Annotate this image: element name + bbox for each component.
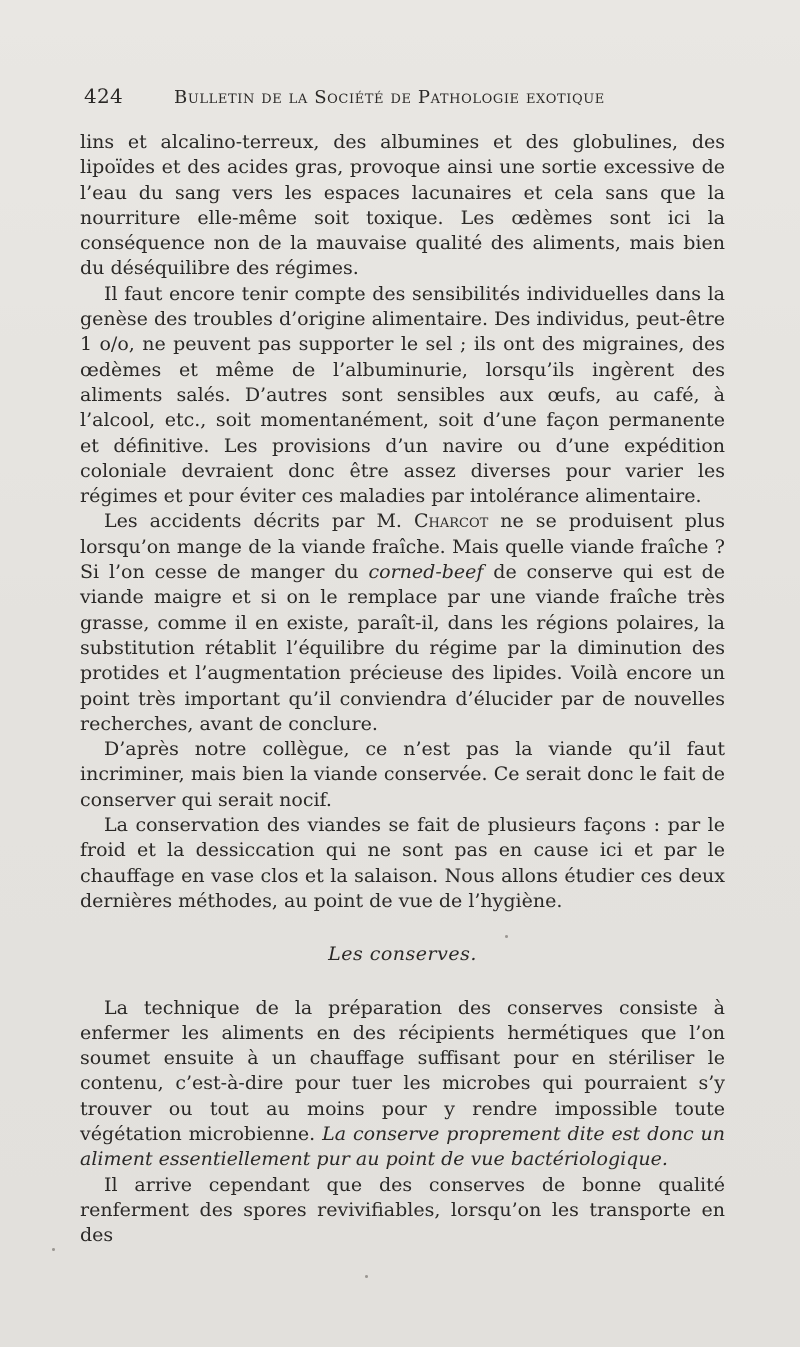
paragraph-6-italic: La conserve proprement dite est donc un aliment essentiellement pur au point de vue bactériologique.	[80, 1122, 725, 1171]
section-title: Les conserves.	[328, 943, 477, 966]
page-number: 424	[84, 84, 124, 108]
paragraph-3-text-c: de conserve qui est de viande maigre et si on le remplace par une viande fraîche très grasse, comme il en existe, paraît-il, dans les régions polaires, la substitution rétablit l’équilibre du régime par la diminution des protides et l’augmentation précieuse des lipides. Voilà encore un point très important qu’il conviendra d’élucider par de nouvelles recherches, avant de conclure.	[80, 561, 725, 735]
paragraph-7: Il arrive cependant que des conserves de bonne qualité renferment des spores revivifiables, lorsqu’on les transporte en des	[80, 1173, 725, 1247]
page-header	[84, 84, 724, 114]
running-head: Bulletin de la Société de Pathologie exotique	[174, 87, 605, 108]
paragraph-4: D’après notre collègue, ce n’est pas la viande qu’il faut incriminer, mais bien la viande conservée. Ce serait donc le fait de conserver qui serait nocif.	[80, 738, 725, 811]
paper-speck	[505, 935, 508, 938]
paper-speck	[365, 1275, 368, 1278]
body-text	[80, 130, 725, 1248]
paper-speck	[52, 1248, 55, 1251]
paragraph-1: lins et alcalino-terreux, des albumines et des globulines, des lipoïdes et des acides gras, provoque ainsi une sortie excessive de l’eau du sang vers les espaces lacunaires et cela sans que la nourriture elle-même soit toxique. Les œdèmes sont ici la conséquence non de la mauvaise qualité des aliments, mais bien du déséquilibre des régimes.	[80, 131, 725, 280]
paragraph-3	[80, 509, 725, 737]
paragraph-3-text-b: ne se produisent plus lorsqu’on mange de la viande fraîche. Mais quelle viande fraîche ? Si l’on cesse de manger du	[80, 510, 726, 584]
term-corned-beef: corned-beef	[368, 561, 484, 584]
paragraph-3-text-a: Les accidents décrits par M.	[104, 510, 414, 533]
paragraph-5: La conservation des viandes se fait de plusieurs façons : par le froid et la dessiccation qui ne sont pas en cause ici et par le chauffage en vase clos et la salaison. Nous allons étudier ces deux dernières méthodes, au point de vue de l’hygiène.	[80, 814, 725, 912]
paragraph-6-text: La technique de la préparation des conserves consiste à enfermer les aliments en des récipients hermétiques que l’on soumet ensuite à un chauffage suffisant pour en stériliser le contenu, c’est-à-dire pour tuer les microbes qui pourraient s’y trouver ou tout au moins pour y rendre impossible toute végétation microbienne.	[80, 996, 725, 1145]
author-name-charcot: Charcot	[413, 510, 489, 533]
paragraph-2: Il faut encore tenir compte des sensibilités individuelles dans la genèse des troubles d’origine alimentaire. Des individus, peut-être 1 o/o, ne peuvent pas supporter le sel ; ils ont des migraines, des œdèmes et même de l’albuminurie, lorsqu’ils ingèrent des aliments salés. D’autres sont sensibles aux œufs, au café, à l’alcool, etc., soit momentanément, soit d’une façon permanente et définitive. Les provisions d’un navire ou d’une expédition coloniale devraient donc être assez diverses pour varier les régimes et pour éviter ces maladies par intolérance alimentaire.	[80, 282, 725, 508]
paragraph-6	[80, 996, 725, 1173]
